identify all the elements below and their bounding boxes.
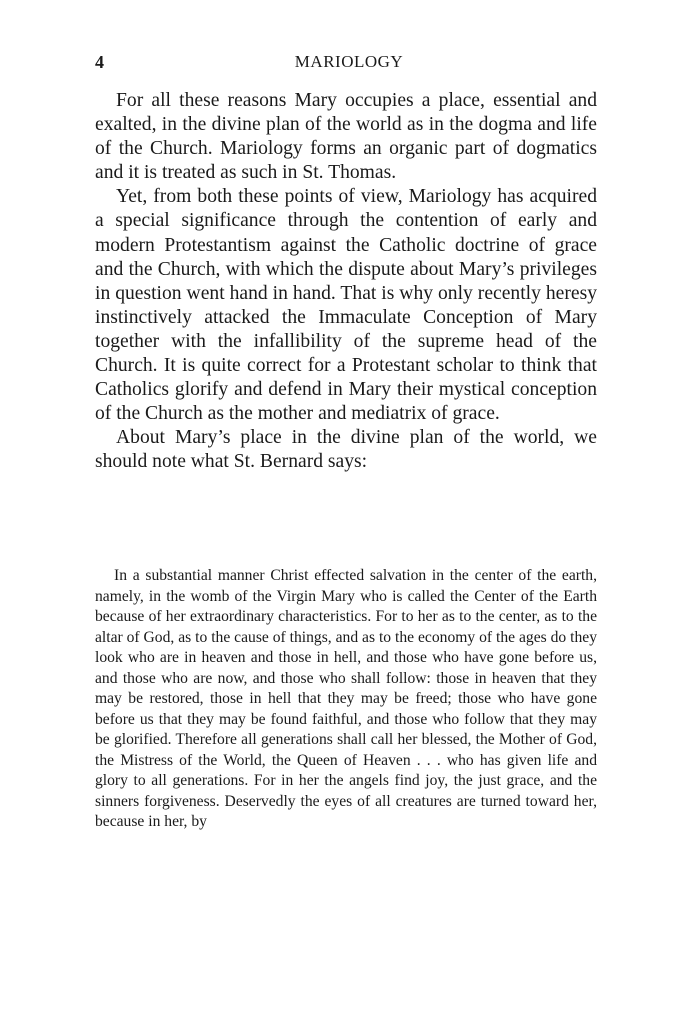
block-quote-text: In a substantial manner Christ effected salvation in the center of the earth, namely, in the womb of the Virgin Mary who is called the Center of the Earth because of her extraordinary characteristics. For to her as to the center, as to the altar of God, as to the cause of things, and as to the economy of the ages do they look who are in heaven and those in hell, and those who have gone before us, and those who are now, and those who shall follow: those in heaven that they may be restored, those in hell that they may be freed; those who have gone before us that they may be found faithful, and those who follow that they may be glorified. Therefore all generations shall call her blessed, the Mother of God, the Mistress of the World, the Queen of Heaven . . . who has given life and glory to all generations. For in her the angels find joy, the just grace, and the sinners forgiveness. Deservedly the eyes of all creatures are turned toward her, because in her, by — [95, 567, 597, 830]
paragraph-1: For all these reasons Mary occupies a place, essential and exalted, in the divine plan of the world as in the dogma and life of the Church. Mariology forms an organic part of dogmatics and it is treated as such in St. Thomas. — [95, 90, 597, 184]
page-number: 4 — [95, 52, 104, 72]
running-title: MARIOLOGY — [294, 52, 404, 71]
paragraph-3: About Mary’s place in the divine plan of the world, we should note what St. Bernard says: — [95, 427, 597, 473]
block-quote — [95, 566, 597, 833]
running-head — [95, 50, 597, 74]
paragraph-2: Yet, from both these points of view, Mariology has acquired a special significance through the contention of early and modern Protestantism against the Catholic doctrine of grace and the Church, with which the dispute about Mary’s privileges in question went hand in hand. That is why only recently heresy instinctively attacked the Immaculate Conception of Mary together with the infallibility of the supreme head of the Church. It is quite correct for a Protestant scholar to think that Catholics glorify and defend in Mary their mystical conception of the Church as the mother and mediatrix of grace. — [95, 186, 597, 425]
body-text — [95, 89, 597, 475]
